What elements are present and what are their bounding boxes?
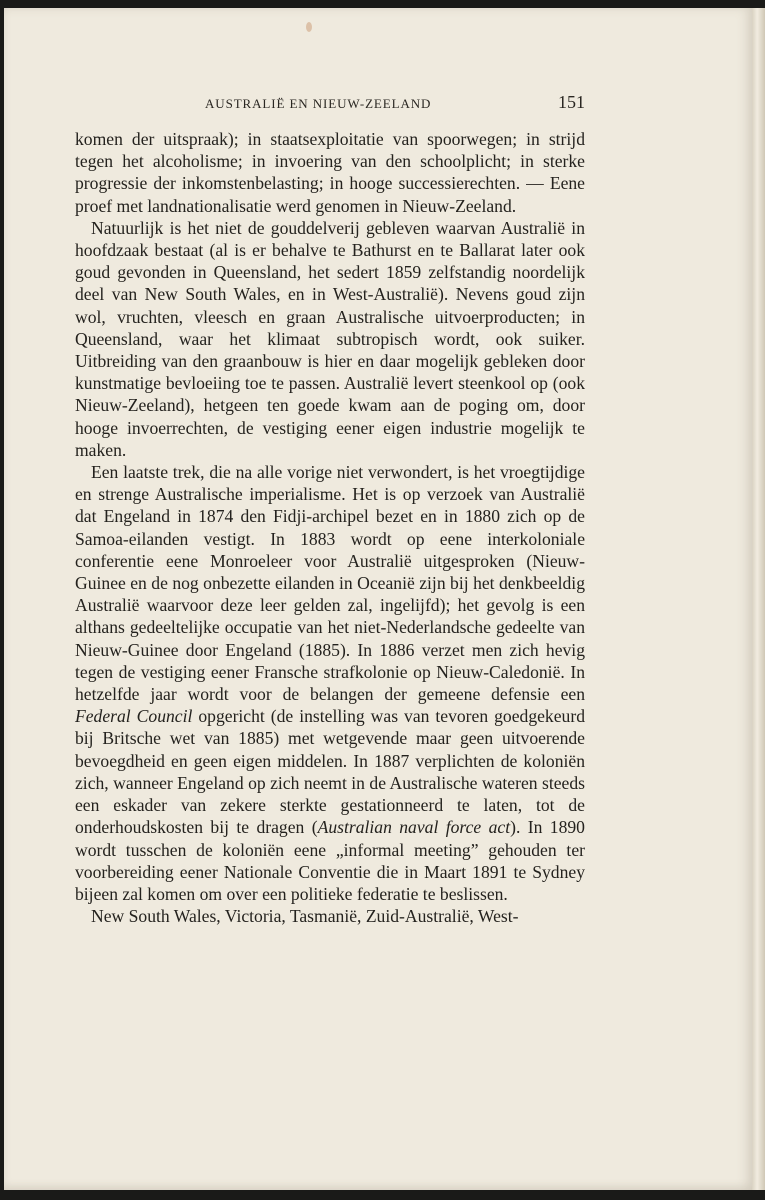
- paragraph-3-part-c: ). In 1890 wordt tusschen de koloniën eene „informal meeting” gehouden ter voorbereiding eener Nationale Conventie die in Maart 1891 te Sydney bijeen zal komen om over een politieke federatie te beslissen.: [75, 817, 585, 904]
- page-number: 151: [558, 92, 585, 112]
- paper-stain: [306, 22, 312, 32]
- paragraph-3-part-a: Een laatste trek, die na alle vorige niet verwondert, is het vroegtijdige en strenge Australische imperialisme. Het is op verzoek van Australië dat Engeland in 1874 den Fidji-archipel bezet en in 1880 zich op de Samoa-eilanden vestigt. In 1883 wordt op eene interkoloniale conferentie eene Monroeleer voor Australië uitgesproken (Nieuw-Guinee en de nog onbezette eilanden in Oceanië zijn bij het denkbeeldig Australië waarvoor deze leer gelden zal, ingelijfd); het gevolg is een althans gedeeltelijke occupatie van het niet-Nederlandsche gedeelte van Nieuw-Guinee door Engeland (1885). In 1886 verzet men zich hevig tegen de vestiging eener Fransche strafkolonie op Nieuw-Caledonië. In hetzelfde jaar wordt voor de belangen der gemeene defensie een: [75, 462, 585, 705]
- page-edge: [752, 8, 765, 1192]
- paragraph-3-part-b: opgericht (de instelling was van tevoren goedgekeurd bij Britsche wet van 1885) met wetgevende maar geen uitvoerende bevoegdheid en geen eigen middelen. In 1887 verplichten de koloniën zich, wanneer Engeland op zich neemt in de Australische wateren steeds een eskader van zekere sterkte gestationneerd te laten, tot de onderhoudskosten bij te dragen (: [75, 706, 585, 838]
- naval-force-act-term: Australian naval force act: [317, 817, 511, 838]
- paragraph-3: [75, 461, 585, 905]
- running-title: AUSTRALIË EN NIEUW-ZEELAND: [205, 96, 432, 111]
- federal-council-term: Federal Council: [75, 706, 193, 727]
- scan-border: [4, 1190, 765, 1200]
- paragraph-2: Natuurlijk is het niet de gouddelverij gebleven waarvan Australië in hoofdzaak bestaat (al is er behalve te Bathurst en te Ballarat later ook goud gevonden in Queensland, het sedert 1859 zelfstandig noordelijk deel van New South Wales, en in West-Australië). Nevens goud zijn wol, vruchten, vleesch en graan Australische uitvoerproducten; in Queensland, waar het klimaat subtropisch wordt, ook suiker. Uitbreiding van den graanbouw is hier en daar mogelijk gebleken door kunstmatige bevloeiing toe te passen. Australië levert steenkool op (ook Nieuw-Zeeland), hetgeen ten goede kwam aan de poging om, door hooge invoerrechten, de vestiging eener eigen industrie mogelijk te maken.: [75, 217, 585, 460]
- paragraph-4: New South Wales, Victoria, Tasmanië, Zuid-Australië, West-: [91, 906, 519, 927]
- running-header: [75, 92, 585, 116]
- body-text: [75, 128, 585, 927]
- paragraph-1: komen der uitspraak); in staatsexploitatie van spoorwegen; in strijd tegen het alcoholisme; in invoering van den schoolplicht; in sterke progressie der inkomstenbelasting; in hooge successierechten. — Eene proef met landnationalisatie werd genomen in Nieuw-Zeeland.: [75, 129, 585, 216]
